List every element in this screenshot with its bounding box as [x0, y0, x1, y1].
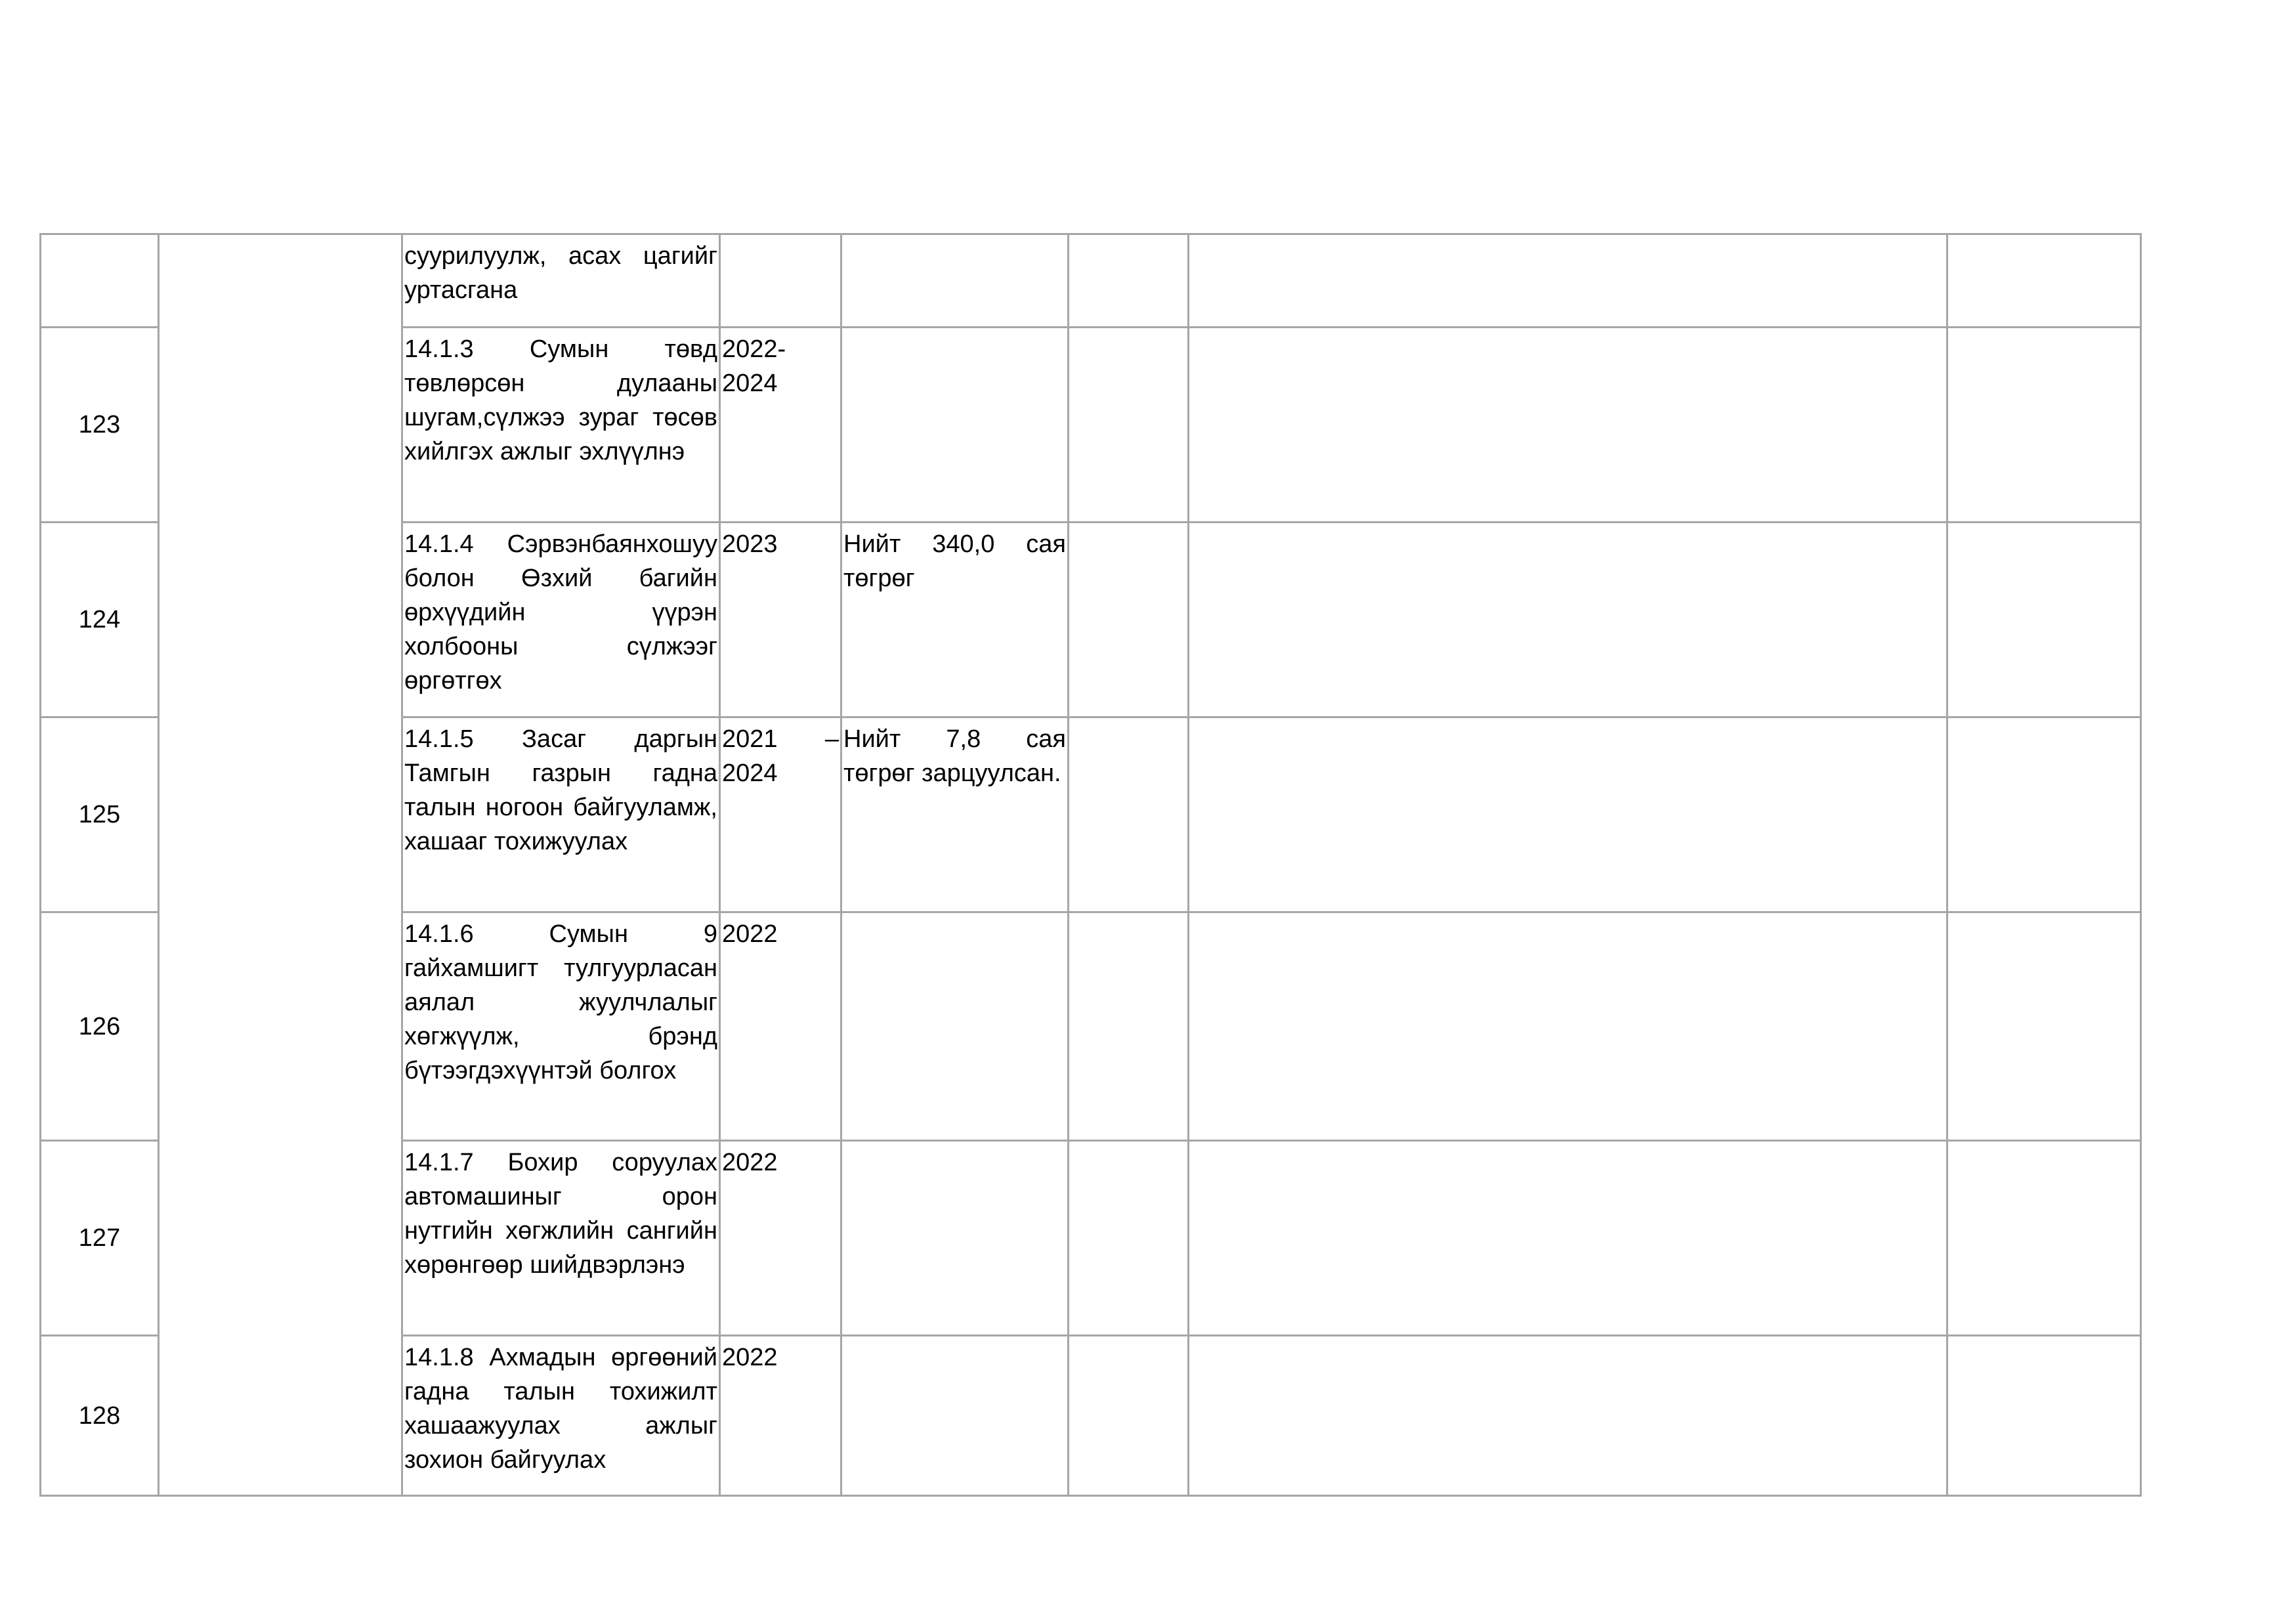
activity-cell [402, 234, 720, 328]
empty-cell [1189, 234, 1947, 328]
year-text [721, 235, 840, 239]
budget-cell [841, 523, 1069, 717]
empty-cell [1069, 523, 1189, 717]
empty-cell [1189, 912, 1947, 1141]
empty-cell [1189, 717, 1947, 912]
empty-cell [1069, 328, 1189, 523]
year-cell [720, 912, 841, 1141]
year-cell [720, 1141, 841, 1336]
budget-text [842, 328, 1067, 332]
empty-cell [1069, 234, 1189, 328]
budget-text [842, 1336, 1067, 1340]
activity-cell [402, 1141, 720, 1336]
activity-cell [402, 717, 720, 912]
empty-cell [1189, 328, 1947, 523]
activity-text: 14.1.5 Засаг даргын Тамгын газрын гадна талын ногоон байгууламж, хашааг тохижуулах [404, 725, 717, 855]
empty-cell [1947, 717, 2141, 912]
budget-text: Нийт 7,8 сая төгрөг зарцуулсан. [843, 725, 1066, 787]
row-number-cell [41, 1336, 159, 1496]
year-text: 2022 [722, 920, 778, 948]
year-cell [720, 234, 841, 328]
year-text: 2021 –2024 [722, 725, 839, 787]
budget-cell [841, 234, 1069, 328]
year-cell [720, 717, 841, 912]
budget-cell [841, 1336, 1069, 1496]
year-text: 2022-2024 [722, 335, 786, 397]
table-row [41, 234, 2141, 328]
row-number: 124 [78, 606, 121, 633]
row-number-cell [41, 912, 159, 1141]
row-number-cell [41, 717, 159, 912]
activity-text: 14.1.7 Бохир соруулах автомашиныг орон нутгийн хөгжлийн сангийн хөрөнгөөр шийдвэрлэнэ [404, 1149, 717, 1279]
year-cell [720, 1336, 841, 1496]
empty-cell [1069, 912, 1189, 1141]
activity-text: 14.1.6 Сумын 9 гайхамшигт тулгуурласан аялал жуулчлалыг хөгжүүлж, брэнд бүтээгдэхүүнтэй болгох [404, 920, 717, 1084]
row-number: 125 [78, 801, 121, 828]
row-number: 123 [78, 411, 121, 438]
row-number: 127 [78, 1224, 121, 1252]
row-number: 126 [78, 1012, 121, 1040]
budget-cell [841, 717, 1069, 912]
empty-cell [1069, 1336, 1189, 1496]
year-text: 2023 [722, 530, 778, 558]
activity-table [39, 233, 2142, 1497]
empty-cell [1947, 912, 2141, 1141]
budget-cell [841, 328, 1069, 523]
budget-text [842, 1142, 1067, 1145]
year-text: 2022 [722, 1344, 778, 1371]
budget-text [842, 235, 1067, 239]
empty-cell [1947, 1336, 2141, 1496]
row-number-cell [41, 523, 159, 717]
empty-cell [1947, 328, 2141, 523]
budget-text: Нийт 340,0 сая төгрөг [843, 530, 1066, 592]
activity-cell [402, 328, 720, 523]
activity-cell [402, 912, 720, 1141]
activity-cell [402, 1336, 720, 1496]
empty-cell [1189, 523, 1947, 717]
year-cell [720, 328, 841, 523]
activity-cell [402, 523, 720, 717]
year-text: 2022 [722, 1149, 778, 1176]
activity-text: суурилуулж, асах цагийг уртасгана [404, 242, 717, 304]
row-number-cell [41, 328, 159, 523]
merged-category-cell [159, 234, 402, 1496]
year-cell [720, 523, 841, 717]
row-number: 128 [78, 1401, 121, 1430]
empty-cell [1947, 523, 2141, 717]
row-number-cell [41, 1141, 159, 1336]
empty-cell [1947, 1141, 2141, 1336]
empty-cell [1069, 717, 1189, 912]
row-number-cell [41, 234, 159, 328]
empty-cell [1947, 234, 2141, 328]
budget-cell [841, 912, 1069, 1141]
activity-text: 14.1.4 Сэрвэнбаянхошуу болон Өзхий багийн өрхүүдийн үүрэн холбооны сүлжээг өргөтгөх [404, 530, 717, 694]
empty-cell [1069, 1141, 1189, 1336]
activity-text: 14.1.3 Сумын төвд төвлөрсөн дулааны шугам,сүлжээ зураг төсөв хийлгэх ажлыг эхлүүлнэ [404, 335, 717, 465]
empty-cell [1189, 1336, 1947, 1496]
empty-cell [1189, 1141, 1947, 1336]
activity-text: 14.1.8 Ахмадын өргөөний гадна талын тохижилт хашаажуулах ажлыг зохион байгуулах [404, 1344, 717, 1474]
budget-text [842, 913, 1067, 917]
budget-cell [841, 1141, 1069, 1336]
